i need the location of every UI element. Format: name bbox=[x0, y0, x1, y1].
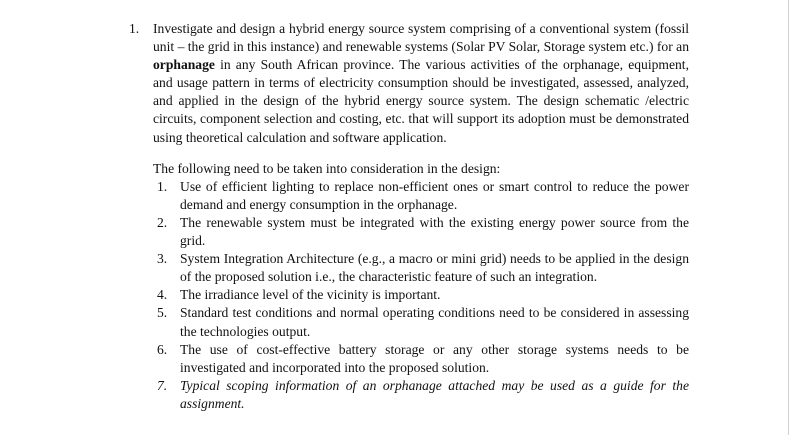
requirements-list bbox=[153, 178, 689, 413]
list-item bbox=[153, 250, 689, 286]
list-item-text: Use of efficient lighting to replace non-efficient ones or smart control to reduce the power demand and energy consumption in the orphanage. bbox=[180, 178, 689, 212]
list-item-number: 3. bbox=[157, 251, 168, 267]
requirements-intro: The following need to be taken into consideration in the design: bbox=[153, 160, 501, 176]
orphanage-bold: orphanage bbox=[153, 57, 215, 73]
list-item-number: 4. bbox=[157, 287, 168, 303]
list-item bbox=[153, 286, 689, 304]
list-item-number: 7. bbox=[157, 377, 168, 393]
list-item-number: 5. bbox=[157, 305, 168, 321]
list-item bbox=[153, 304, 689, 340]
list-item bbox=[153, 377, 689, 413]
list-item-text: The irradiance level of the vicinity is important. bbox=[180, 287, 441, 303]
list-item-number: 6. bbox=[157, 341, 168, 357]
question-paragraph bbox=[153, 20, 689, 147]
list-item bbox=[153, 214, 689, 250]
paragraph-text-end: in any South African province. The various activities of the orphanage, equipment, and usage pattern in terms of electricity consumption should be investigated, assessed, analyzed, and applied in the design of the hybrid energy source system. The design schematic /electric circuits, component selection and costing, etc. that will support its adoption must be demonstrated using theoretical calculation and software application. bbox=[153, 57, 689, 145]
list-item-text: Typical scoping information of an orphanage attached may be used as a guide for the assignment. bbox=[180, 377, 689, 411]
paragraph-text-start: Investigate and design a hybrid energy source system comprising of a conventional system (fossil unit – the grid in this instance) and renewable systems (Solar PV Solar, Storage system etc.) for an bbox=[153, 21, 689, 55]
question-body bbox=[153, 20, 689, 413]
list-item bbox=[153, 341, 689, 377]
list-item bbox=[153, 178, 689, 214]
list-item-text: The use of cost-effective battery storage or any other storage systems needs to be investigated and incorporated into the proposed solution. bbox=[180, 341, 689, 375]
list-item-number: 2. bbox=[157, 214, 168, 230]
question-number: 1. bbox=[129, 21, 140, 36]
list-item-text: System Integration Architecture (e.g., a macro or mini grid) needs to be applied in the design of the proposed solution i.e., the characteristic feature of such an integration. bbox=[180, 251, 689, 285]
list-item-text: Standard test conditions and normal operating conditions need to be considered in assessing the technologies output. bbox=[180, 305, 689, 339]
question-block bbox=[129, 20, 689, 413]
list-item-number: 1. bbox=[157, 178, 168, 194]
list-item-text: The renewable system must be integrated with the existing energy power source from the grid. bbox=[180, 214, 689, 249]
